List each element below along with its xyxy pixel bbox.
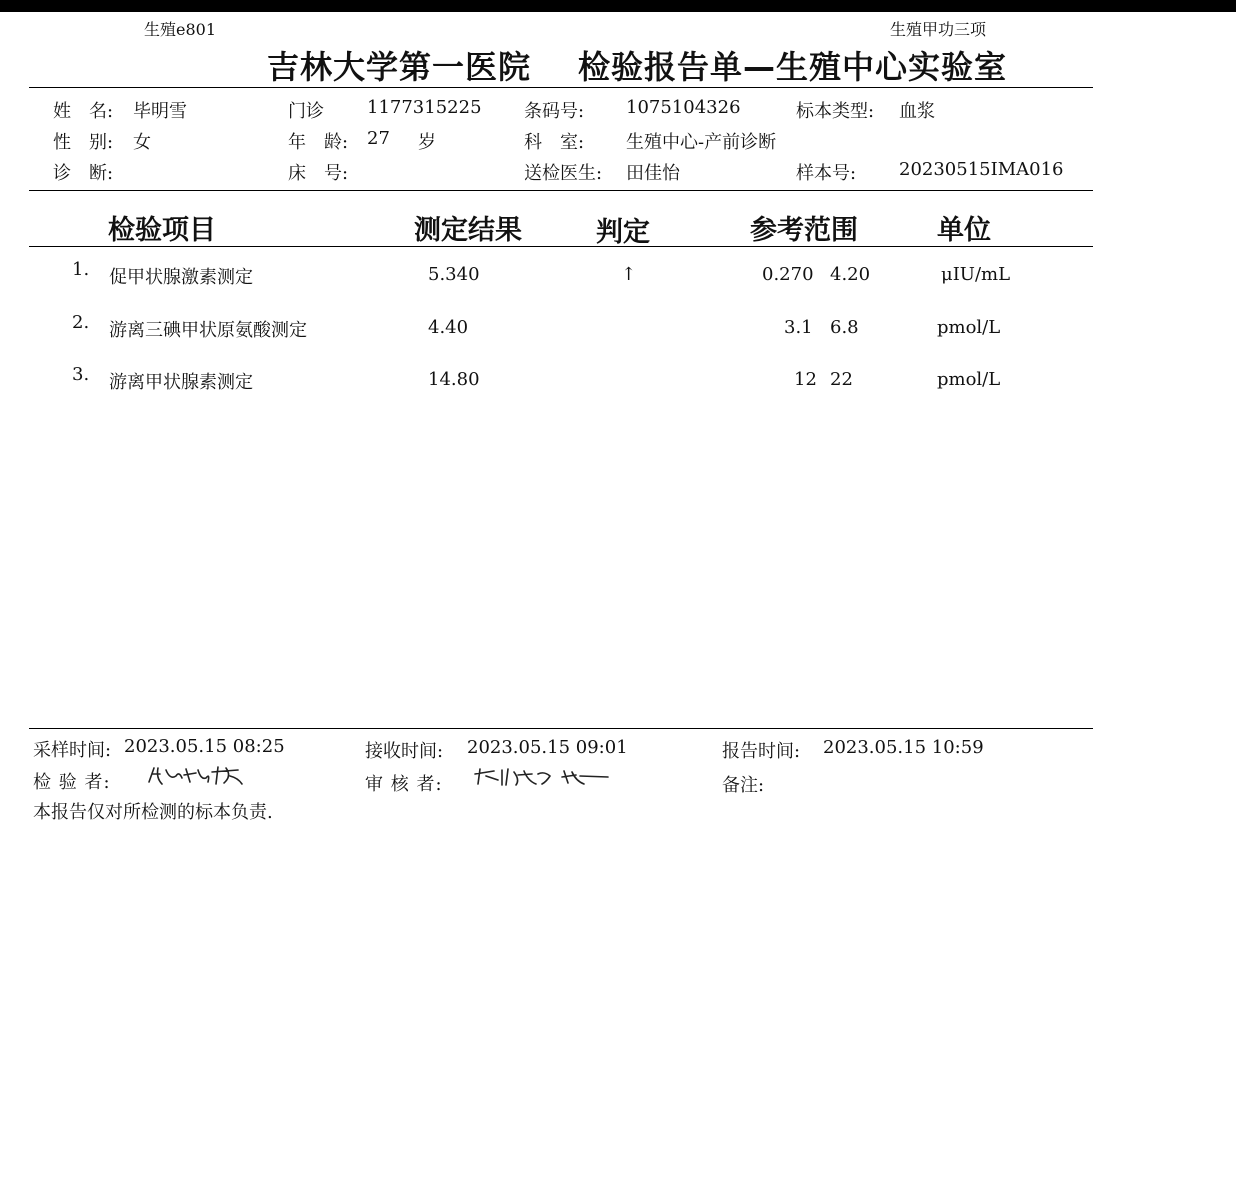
info-divider xyxy=(29,190,1093,191)
row-unit: μIU/mL xyxy=(941,264,1011,285)
row-flag: ↑ xyxy=(621,264,637,285)
age-label: 年 龄: xyxy=(288,132,349,153)
header-divider xyxy=(29,87,1093,88)
disclaimer-text: 本报告仅对所检测的标本负责. xyxy=(33,802,273,823)
sex-value: 女 xyxy=(133,132,151,153)
name-label: 姓 名: xyxy=(53,101,114,122)
col-item-header: 检验项目 xyxy=(108,215,216,246)
doctor-label: 送检医生: xyxy=(524,163,603,184)
barcode-label: 条码号: xyxy=(524,101,585,122)
doctor-value: 田佳怡 xyxy=(626,163,680,184)
row-number: 2. xyxy=(72,312,90,333)
row-ref-low: 3.1 xyxy=(784,317,813,338)
reviewer-signature xyxy=(472,766,612,788)
hospital-title: 吉林大学第一医院 xyxy=(267,48,532,86)
footer-divider xyxy=(29,728,1093,729)
bed-label: 床 号: xyxy=(288,163,349,184)
age-value: 27 xyxy=(367,128,390,149)
report-code-right: 生殖甲功三项 xyxy=(890,20,987,39)
row-number: 1. xyxy=(72,259,90,280)
row-result: 14.80 xyxy=(428,369,480,390)
col-unit-header: 单位 xyxy=(937,215,991,246)
dept-label: 科 室: xyxy=(524,132,585,153)
clinic-label: 门诊 xyxy=(288,101,324,122)
row-ref-low: 0.270 xyxy=(762,264,814,285)
report-time-label: 报告时间: xyxy=(722,741,801,762)
row-result: 5.340 xyxy=(428,264,480,285)
barcode-value: 1075104326 xyxy=(626,97,741,118)
row-unit: pmol/L xyxy=(937,317,1001,338)
col-flag-header: 判定 xyxy=(596,217,650,248)
sample-time-value: 2023.05.15 08:25 xyxy=(124,736,285,757)
row-result: 4.40 xyxy=(428,317,469,338)
top-black-bar xyxy=(0,0,1236,12)
tester-label: 检 验 者: xyxy=(33,772,111,793)
table-header-divider xyxy=(29,246,1093,247)
diag-label: 诊 断: xyxy=(53,163,114,184)
receive-time-value: 2023.05.15 09:01 xyxy=(467,737,628,758)
col-result-header: 测定结果 xyxy=(414,215,522,246)
row-ref-low: 12 xyxy=(794,369,817,390)
remark-label: 备注: xyxy=(722,775,765,796)
receive-time-label: 接收时间: xyxy=(365,741,444,762)
report-time-value: 2023.05.15 10:59 xyxy=(823,737,984,758)
dept-value: 生殖中心-产前诊断 xyxy=(626,132,777,153)
row-item: 游离三碘甲状原氨酸测定 xyxy=(109,320,307,341)
row-unit: pmol/L xyxy=(937,369,1001,390)
name-value: 毕明雪 xyxy=(133,101,187,122)
sex-label: 性 别: xyxy=(53,132,114,153)
reviewer-label: 审 核 者: xyxy=(365,774,443,795)
row-item: 促甲状腺激素测定 xyxy=(109,267,253,288)
sample-time-label: 采样时间: xyxy=(33,740,112,761)
row-ref-high: 22 xyxy=(830,369,853,390)
report-title: 检验报告单—生殖中心实验室 xyxy=(578,48,1008,86)
row-item: 游离甲状腺素测定 xyxy=(109,372,253,393)
age-unit: 岁 xyxy=(418,132,436,153)
row-ref-high: 4.20 xyxy=(830,264,871,285)
row-ref-high: 6.8 xyxy=(830,317,859,338)
col-range-header: 参考范围 xyxy=(750,215,858,246)
report-code-left: 生殖e801 xyxy=(144,20,217,39)
sample-label: 样本号: xyxy=(796,163,857,184)
sample-value: 20230515IMA016 xyxy=(899,159,1064,180)
specimen-value: 血浆 xyxy=(899,101,935,122)
tester-signature xyxy=(146,764,246,788)
clinic-value: 1177315225 xyxy=(367,97,482,118)
row-number: 3. xyxy=(72,364,90,385)
specimen-label: 标本类型: xyxy=(796,101,875,122)
